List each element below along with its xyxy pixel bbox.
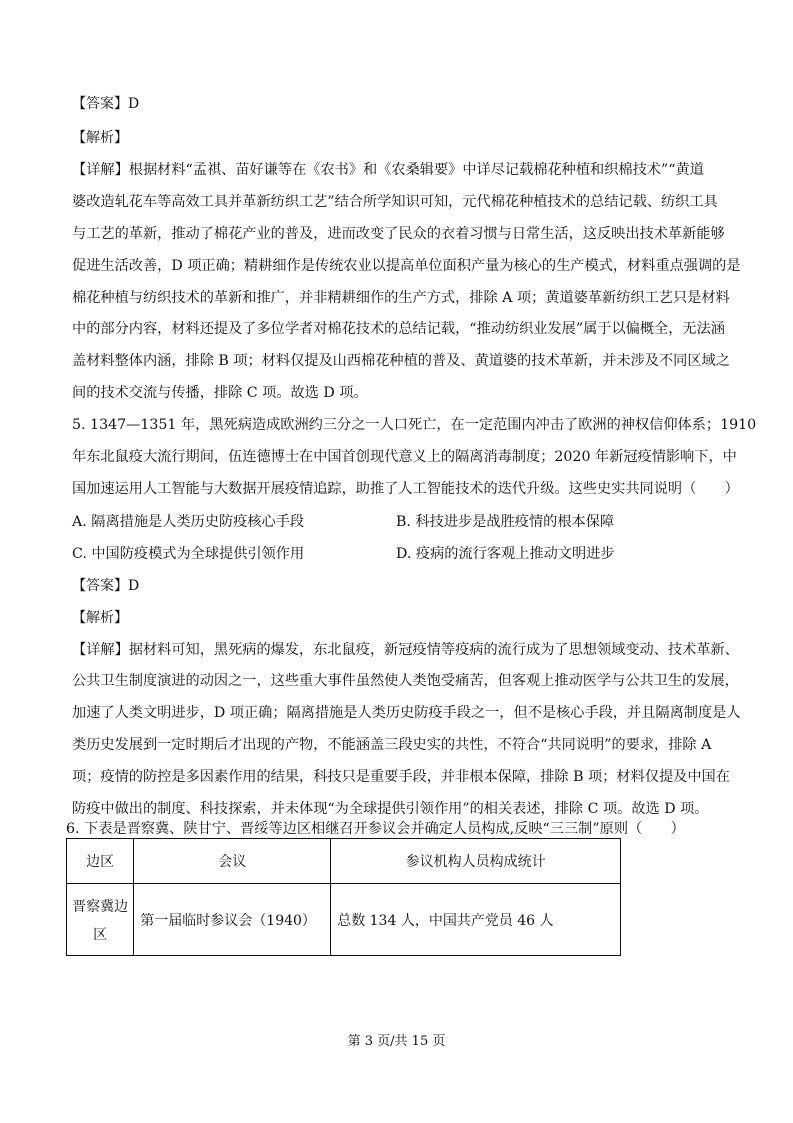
q4-detail-line: 间的技术交流与传播，排除 C 项。故选 D 项。 (72, 385, 368, 401)
q4-detail-line: 促进生活改善，D 项正确；精耕细作是传统农业以提高单位面积产量为核心的生产模式，材料重点强调的是 (72, 258, 741, 274)
page-footer: 第 3 页/共 15 页 (347, 1034, 446, 1049)
q4-detail-line: 【详解】根据材料“孟祺、苗好谦等在《农书》和《农桑辑要》中详尽记载棉花种植和织棉技术”“黄道 (72, 162, 704, 178)
council-composition-table (66, 838, 621, 956)
q5-stem-line: 国加速运用人工智能与大数据开展疫情追踪，助推了人工智能技术的迭代升级。这些史实共同说明（ ） (72, 481, 739, 497)
q5-analysis-tag: 【解析】 (72, 610, 128, 626)
q4-detail-line: 中的部分内容，材料还提及了多位学者对棉花技术的总结记载，“推动纺织业发展”属于以偏概全，无法涵 (72, 321, 725, 337)
cell-region-line2: 区 (93, 926, 108, 943)
q5-answer-tag: 【答案】D (72, 578, 140, 594)
q5-option-c: C. 中国防疫模式为全球提供引领作用 (72, 546, 305, 562)
q4-answer-tag: 【答案】D (72, 96, 140, 112)
header-region: 边区 (67, 839, 134, 884)
q5-option-d: D. 疫病的流行客观上推动文明进步 (396, 546, 615, 562)
header-composition: 参议机构人员构成统计 (331, 839, 621, 884)
q5-stem-line: 5. 1347—1351 年，黑死病造成欧洲约三分之一人口死亡，在一定范围内冲击了欧洲的神权信仰体系；1910 (72, 417, 757, 433)
q5-detail-line: 公共卫生制度演进的动因之一，这些重大事件虽然使人类饱受痛苦，但客观上推动医学与公共卫生的发展， (72, 673, 739, 689)
q5-option-a: A. 隔离措施是人类历史防疫核心手段 (72, 514, 305, 530)
table-row (67, 884, 621, 956)
q6-stem: 6. 下表是晋察冀、陕甘宁、晋绥等边区相继召开参议会并确定人员构成,反映“三三制”原则（ ） (66, 821, 685, 837)
q5-detail-line: 防疫中做出的制度、科技探索，并未体现“为全球提供引领作用”的相关表述，排除 C 项。故选 D 项。 (72, 801, 709, 817)
q4-detail-line: 婆改造轧花车等高效工具并革新纺织工艺”结合所学知识可知，元代棉花种植技术的总结记载、纺织工具 (72, 194, 718, 210)
q5-detail-line: 类历史发展到一定时期后才出现的产物，不能涵盖三段史实的共性，不符合“共同说明”的要求，排除 A (72, 737, 712, 753)
table-header-row (67, 839, 621, 884)
header-meeting: 会议 (134, 839, 331, 884)
q4-detail-line: 棉花种植与纺织技术的革新和推广，并非精耕细作的生产方式，排除 A 项；黄道婆革新纺织工艺只是材料 (72, 290, 730, 306)
q5-detail-line: 项；疫情的防控是多因素作用的结果，科技只是重要手段，并非根本保障，排除 B 项；材料仅提及中国在 (72, 769, 730, 785)
q4-analysis-tag: 【解析】 (72, 130, 128, 146)
q5-detail-line: 【详解】据材料可知，黑死病的爆发，东北鼠疫，新冠疫情等疫病的流行成为了思想领域变动、技术革新、 (72, 642, 739, 658)
cell-meeting: 第一届临时参议会（1940） (134, 884, 331, 956)
q5-detail-line: 加速了人类文明进步，D 项正确；隔离措施是人类历史防疫手段之一，但不是核心手段，并且隔离制度是人 (72, 705, 741, 721)
q4-detail-line: 与工艺的革新，推动了棉花产业的普及，进而改变了民众的衣着习惯与日常生活，这反映出技术革新能够 (72, 226, 725, 242)
q5-stem-line: 年东北鼠疫大流行期间，伍连德博士在中国首创现代意义上的隔离消毒制度；2020 年新冠疫情影响下，中 (72, 449, 737, 465)
q5-option-b: B. 科技进步是战胜疫情的根本保障 (396, 514, 615, 530)
cell-region (67, 884, 134, 956)
cell-region-line1: 晋察冀边 (72, 898, 129, 915)
q4-detail-line: 盖材料整体内涵，排除 B 项；材料仅提及山西棉花种植的普及、黄道婆的技术革新，并未涉及不同区域之 (72, 353, 730, 369)
cell-composition: 总数 134 人，中国共产党员 46 人 (331, 884, 621, 956)
